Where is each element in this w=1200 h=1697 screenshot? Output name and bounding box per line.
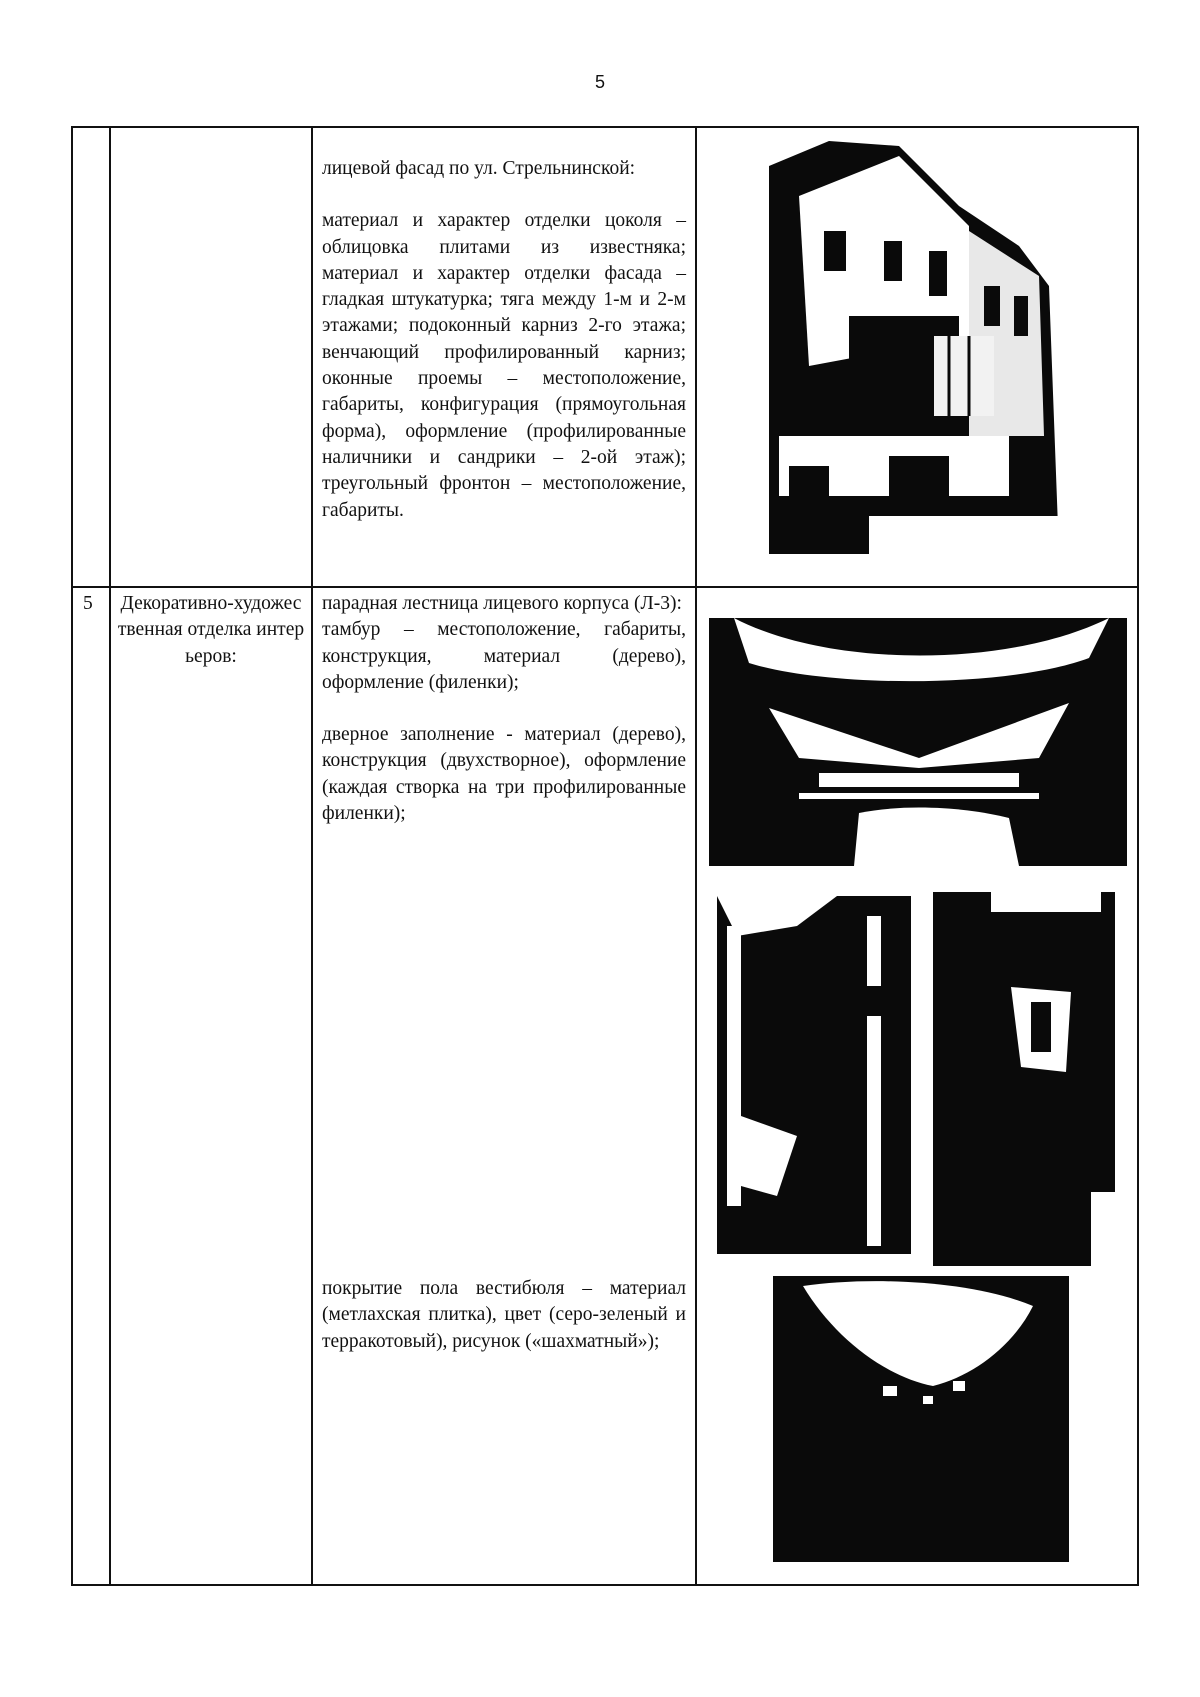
staircase-ceiling-photo [709,618,1127,866]
vestibule-floor-photo [773,1276,1069,1562]
facade-elements: материал и характер отделки цоколя – облицовка плитами из известняка; материал и характер отделки фасада – гладкая штукатурка; тяга между 1-м и 2-м этажами; подоконный карниз 2-го этажа; венчающий профилированный карниз; оконные проемы – местоположение, габариты, конфигурация (прямоугольная форма), оформление (профилированные наличники и сандрики – 2-ой этаж); треугольный фронтон – местоположение, габариты. [322,210,686,521]
facade-description [322,156,686,524]
column-divider [311,128,313,1584]
floor-text: покрытие пола вестибюля – материал (метлахская плитка), цвет (серо-зеленый и терракотовый), рисунок («шахматный»); [322,1278,686,1352]
objects-table [71,126,1139,1586]
vestibule-photo-right [921,892,1115,1266]
category-label: Декоративно-художественная отделка интерьеров: [117,593,305,667]
vestibule-photo-left [717,896,911,1266]
row-divider [73,586,1137,588]
door-text: дверное заполнение - материал (дерево), конструкция (двухстворное), оформление (каждая створка на три профилированные филенки); [322,724,686,825]
facade-heading: лицевой фасад по ул. Стрельнинской: [322,158,636,179]
staircase-description [322,591,686,827]
page-number: 5 [594,72,605,92]
floor-description [322,1276,686,1355]
staircase-heading: парадная лестница лицевого корпуса (Л-3): [322,593,682,614]
row-number: 5 [83,593,93,614]
column-divider [109,128,111,1584]
facade-photo [769,136,1065,554]
tambour-text: тамбур – местоположение, габариты, конструкция, материал (дерево), оформление (филенки); [322,619,686,693]
column-divider [695,128,697,1584]
